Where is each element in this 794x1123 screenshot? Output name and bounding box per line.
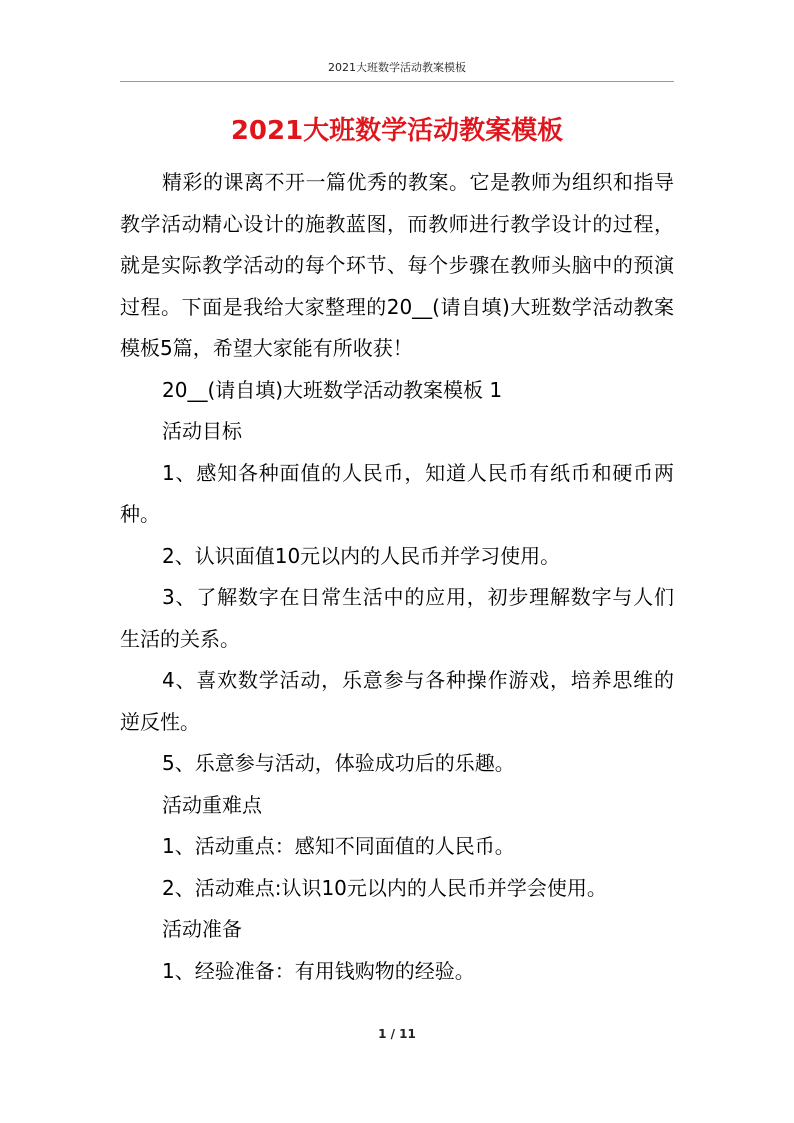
key-point-item: 1、活动重点：感知不同面值的人民币。 [162,834,515,858]
subheading-key-points: 活动重难点 [162,792,262,817]
objective-item: 1、感知各种面值的人民币，知道人民币有纸币和硬币两种。 [120,460,674,526]
section-heading: 20__(请自填)大班数学活动教案模板 1 [162,377,503,402]
page-number: 1 / 11 [378,1027,416,1041]
subheading-preparation: 活动准备 [162,917,242,941]
objective-item: 2、认识面值10元以内的人民币并学习使用。 [162,543,561,568]
header-divider [120,81,674,82]
subheading-objectives: 活动目标 [162,419,242,443]
objective-item: 3、了解数字在日常生活中的应用，初步理解数字与人们生活的关系。 [120,585,674,651]
key-point-item: 2、活动难点:认识10元以内的人民币并学会使用。 [162,875,607,900]
document-body [120,162,674,992]
page-header: 2021大班数学活动教案模板 [328,61,466,74]
preparation-item: 1、经验准备：有用钱购物的经验。 [162,958,475,983]
intro-paragraph: 精彩的课离不开一篇优秀的教案。它是教师为组织和指导教学活动精心设计的施教蓝图，而教师进行教学设计的过程，就是实际教学活动的每个环节、每个步骤在教师头脑中的预演过程。下面是我给大家整理的20__(请自填)大班数学活动教案模板5篇，希望大家能有所收获！ [120,170,674,360]
objective-item: 4、喜欢数学活动，乐意参与各种操作游戏，培养思维的逆反性。 [120,668,674,734]
objective-item: 5、乐意参与活动，体验成功后的乐趣。 [162,751,515,775]
document-title: 2021大班数学活动教案模板 [230,116,564,146]
